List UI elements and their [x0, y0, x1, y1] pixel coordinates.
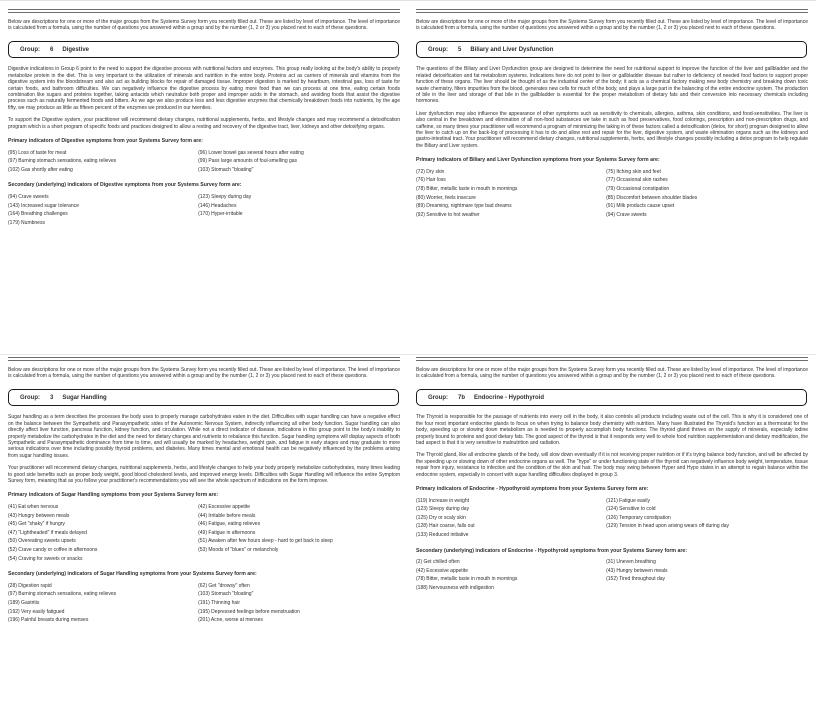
double-rule [8, 357, 400, 361]
section-heading-secondary: Secondary (underlying) indicators of Endocrine - Hypothyroid symptoms from your Systems Survey form are: [416, 547, 687, 554]
indicator-column-right [198, 582, 400, 625]
page-intro: Below are descriptions for one or more of the major groups from the Systems Survey form you recently filled out. These are listed by level of importance. The level of importance is calculated from a formula, using the number of questions you answered within a group and by the number (1, 2 or 3) you placed next to each of these questions. [416, 18, 808, 31]
body-paragraph: Sugar handling as a term describes the processes the body uses to properly manage carbohydrates eaten in the diet. Difficulties with sugar handling can have a negative effect on the balance between the Sympathetic and Parasympathetic sides of the Autonomic Nervous System, indirectly influencing all other body function. Sugar handling can also directly affect liver function, pancreas function, kidney function, and circulation. While not a direct indicator of disease, indications in this group point to the body's inability to properly metabolize the carbohydrates in the diet and the need for dietary changes and nutrients to rebalance this function. Sugar handling symptoms will display aspects of both Sympathetic and Parasympathetic dominance from time to time, and will usually be marked by headaches, weight gain, and fatigue in early stages and may graduate to more serious indications over time including possibly thyroid problems, and diabetes. Many times mental and emotional health can be negatively influenced by the problems arising from sugar handling issues. [8, 414, 400, 459]
indicator-columns [416, 497, 808, 540]
indicator-item: (42) Excessive appetite [198, 504, 251, 511]
indicator-column-right [198, 193, 400, 227]
indicator-item: (52) Crave candy or coffee in afternoons [8, 547, 98, 554]
indicator-item: (49) Fatigue in afternoons [198, 529, 256, 536]
indicator-item: (80) Worrier, feels insecure [416, 194, 476, 201]
indicator-column-left [416, 497, 606, 540]
indicator-item: (188) Nervousness with indigestion [416, 585, 494, 591]
indicator-item: (189) Gastritis [8, 600, 40, 606]
document-page-endocrine-hypothyroid [416, 357, 808, 705]
indicator-columns [8, 503, 400, 563]
indicator-item: (170) Hyper-irritable [198, 211, 243, 218]
document-page-sugar-handling [8, 357, 400, 705]
indicator-item: (195) Depressed feelings before menstruation [198, 608, 300, 615]
group-label: Group: [20, 46, 40, 53]
indicator-item: (96) Lower bowel gas several hours after eating [198, 149, 304, 156]
indicator-item: (85) Discomfort between shoulder blades [606, 194, 698, 201]
indicator-item: (128) Hair coarse, falls out [416, 523, 475, 530]
section-heading-primary: Primary indicators of Sugar Handling symptoms from your Systems Survey form are: [8, 492, 219, 499]
indicator-item: (44) Irritable before meals [198, 512, 256, 519]
indicator-column-left [8, 503, 198, 563]
indicator-item: (75) Itching skin and feet [606, 168, 661, 175]
section-heading-secondary: Secondary (underlying) indicators of Digestive symptoms from your Systems Survey form are: [8, 182, 242, 189]
indicator-item: (45) Get "shaky" if hungry [8, 521, 65, 528]
indicator-item: (179) Numbness [8, 219, 45, 226]
indicator-item: (31) Uneven breathing [606, 559, 656, 566]
indicator-column-left [416, 558, 606, 592]
section-heading-primary: Primary indicators of Endocrine - Hypothyroid symptoms from your Systems Survey form are: [416, 486, 649, 493]
indicator-item: (103) Stomach "bloating" [198, 591, 254, 598]
indicator-columns [8, 149, 400, 175]
section-heading-primary: Primary indicators of Biliary and Liver Dysfunction symptoms from your Systems Survey form are: [416, 157, 660, 164]
indicator-item: (103) Stomach "bloating" [198, 166, 254, 173]
double-rule [8, 9, 400, 13]
indicator-item: (43) Hungry between meals [8, 512, 70, 519]
indicator-item: (76) Hair loss [416, 177, 446, 184]
indicator-columns [8, 193, 400, 227]
indicator-column-left [416, 168, 606, 220]
document-page-digestive [8, 9, 400, 357]
group-header-box [416, 389, 807, 406]
indicator-item: (42) Excessive appetite [416, 567, 468, 574]
indicator-column-right [606, 497, 808, 540]
indicator-item: (50) Overeating sweets upsets [8, 538, 76, 545]
body-paragraph: The Thyroid is responsible for the passage of nutrients into every cell in the body, it also controls all products including waste out of the cell. This is why it is considered one of the four most important endocrine glands to focus on when trying to balance body chemistry with nutrition. Many have illustrated the Thyroid's function as a thermostat for the body, speeding up or slowing down metabolism as is needed to properly accomplish body functions. The thyroid gland thrives on the supply of minerals, especially iodine properly bound to proteins and good dietary fats. The good aspect of the thyroid is that it responds very well to whole food nutrition supplementation and dietary modification, the bad aspect is that it is very sensitive to malnutrition and radiation. [416, 414, 808, 447]
double-rule [416, 9, 808, 13]
indicator-item: (43) Hungry between meals [606, 567, 668, 574]
indicator-item: (62) Get "drowsy" often [198, 582, 250, 589]
indicator-columns [416, 558, 808, 592]
indicator-item: (97) Burning stomach sensations, eating relieves [8, 591, 117, 598]
section-heading-primary: Primary indicators of Digestive symptoms from your Systems Survey form are: [8, 138, 203, 145]
body-paragraph: Liver dysfunction may also influence the appearance of other symptoms such as sensitivity to chemicals, allergies, asthma, skin conditions, and food-sensitivities. The liver is also central in the breakdown and elimination of all non-food substances we take in such as food preservatives, food colorings, prescription and non-prescription drugs, and caffeine, so many times your practitioner will recommend a program of minimizing the taking in of these factors called a detoxification (detox, for short) program designed to allow the liver to catch up on the back-log of processing it has to do and allow rest and repair for the liver, digestive system, and waste elimination organs such as the kidneys and gastro-intestinal tract. Your practitioner will recommend dietary changes, nutritional supplements, herbs, and lifestyle changes possibly including a detox program to help regulate the Biliary and Liver system. [416, 110, 808, 149]
indicator-columns [416, 168, 808, 220]
group-label: Group: [428, 46, 448, 53]
indicator-column-left [8, 582, 198, 625]
indicator-columns [8, 582, 400, 625]
indicator-item: (2) Get chilled often [416, 559, 460, 566]
page-intro: Below are descriptions for one or more of the major groups from the Systems Survey form you recently filled out. These are listed by level of importance. The level of importance is calculated from a formula, using the number of questions you answered within a group and by the number (1, 2 or 3) you placed next to each of these questions. [8, 18, 400, 31]
indicator-item: (79) Occasional constipation [606, 186, 670, 193]
indicator-item: (133) Reduced initiative [416, 532, 469, 539]
indicator-item: (41) Eat when nervous [8, 504, 59, 511]
indicator-item: (164) Breathing challenges [8, 211, 68, 218]
group-number: 3 [50, 394, 54, 401]
indicator-item: (146) Headaches [198, 202, 237, 209]
indicator-item: (123) Sleepy during day [198, 194, 252, 201]
group-number: 5 [458, 46, 462, 53]
indicator-item: (47) "Lightheaded" if meals delayed [8, 529, 87, 536]
page-intro: Below are descriptions for one or more of the major groups from the Systems Survey form you recently filled out. These are listed by level of importance. The level of importance is calculated from a formula, using the number of questions you answered within a group and by the number (1, 2 or 3) you placed next to each of these questions. [8, 366, 400, 379]
document-page-biliary-liver [416, 9, 808, 357]
group-header-box [416, 41, 807, 58]
indicator-item: (91) Milk products cause upset [606, 203, 675, 210]
group-name: Digestive [62, 46, 90, 53]
group-name: Endocrine - Hypothyroid [474, 394, 545, 401]
indicator-column-right [198, 503, 400, 563]
indicator-item: (119) Increase in weight [416, 497, 469, 504]
body-paragraph: The Thyroid gland, like all endocrine glands of the body, will slow down eventually if it is not receiving proper nutrition or if it's trying balance body function, and will be affected by the speeding up or slowing down of other endocrine organs as well. The "hypo" or under functioning state of the thyroid can negatively influence body weight, temperature, tissue repair from injury, resistance to infection and the condition of the skin and hair. The body may swing between Hyper and Hypo states in an attempt to regain balance within the endocrine system, especially in concert with sugar handling difficulties displayed in group 3. [416, 452, 808, 478]
group-number: 6 [50, 46, 54, 53]
double-rule [416, 357, 808, 361]
indicator-item: (78) Bitter, metallic taste in mouth in mornings [416, 186, 518, 193]
indicator-item: (123) Sleepy during day [416, 506, 470, 513]
indicator-column-right [606, 558, 808, 592]
indicator-item: (94) Crave sweets [606, 211, 647, 218]
group-name: Biliary and Liver Dysfunction [470, 46, 554, 53]
page-row-separator [0, 354, 816, 355]
indicator-item: (77) Occasional skin rashes [606, 177, 668, 184]
indicator-item: (192) Very easily fatigued [8, 608, 65, 615]
indicator-item: (121) Fatigue easily [606, 497, 651, 504]
indicator-item: (89) Dreaming, nightmare type bad dreams [416, 203, 512, 210]
indicator-column-left [8, 149, 198, 175]
indicator-item: (94) Crave sweets [8, 194, 49, 201]
indicator-item: (191) Thinning hair [198, 600, 240, 606]
indicator-item: (143) Increased sugar tolerance [8, 202, 79, 209]
indicator-item: (46) Fatigue, eating relieves [198, 521, 261, 528]
indicator-column-left [8, 193, 198, 227]
indicator-item: (124) Sensitive to cold [606, 506, 656, 513]
group-name: Sugar Handling [62, 394, 107, 401]
group-header-box [8, 41, 399, 58]
indicator-item: (126) Temporary constipation [606, 514, 671, 521]
indicator-item: (196) Painful breasts during menses [8, 617, 89, 624]
indicator-item: (72) Dry skin [416, 168, 445, 175]
indicator-item: (152) Tired throughout day [606, 576, 666, 583]
indicator-item: (78) Bitter, metallic taste in mouth in mornings [416, 576, 518, 583]
indicator-item: (53) Moods of "blues" or melancholy [198, 547, 279, 554]
indicator-item: (28) Digestion rapid [8, 582, 52, 589]
indicator-column-right [606, 168, 808, 220]
indicator-item: (54) Craving for sweets or snacks [8, 555, 83, 562]
indicator-item: (95) Loss of taste for meat [8, 149, 67, 156]
indicator-item: (125) Dry or scaly skin [416, 514, 466, 521]
group-label: Group: [20, 394, 40, 401]
indicator-item: (99) Pass large amounts of foul-smelling gas [198, 158, 298, 165]
indicator-column-right [198, 149, 400, 175]
section-heading-secondary: Secondary (underlying) indicators of Sugar Handling symptoms from your Systems Survey form are: [8, 571, 257, 578]
indicator-item: (51) Awaken after few hours sleep - hard to get back to sleep [198, 538, 333, 545]
group-number: 7b [458, 394, 466, 401]
body-paragraph: Digestive indications in Group 6 point to the need to support the digestive process with nutritional factors and enzymes. This group really looking at the body's ability to properly metabolize protein in the diet. This is very important to the utilization of minerals and nutrition in the entire body. Proteins act as carriers of minerals and vitamins from the digestive system into the bloodstream and also act as building blocks for repair of damaged tissue. Improper digestion is marked by heartburn, intestinal gas, loss of taste for certain foods, and bathroom difficulties. We can negatively influence the digestive process by eating more food than we can process at one time, eating certain foods combination like sugars and proteins together, taking antacids which neutralize both proper and improper acids in the stomach, and avoiding foods that assist the digestive process such as naturally fermented foods and bitters. As we age we also produce less and less digestive enzymes that chemically breakdown foods into nutrients, by the age fifty, we may produce as little as fifteen percent of the enzymes we produced in our twenties. [8, 66, 400, 111]
page-intro: Below are descriptions for one or more of the major groups from the Systems Survey form you recently filled out. These are listed by level of importance. The level of importance is calculated from a formula, using the number of questions you answered within a group and by the number (1, 2 or 3) you placed next to each of these questions. [416, 366, 808, 379]
body-paragraph: Your practitioner will recommend dietary changes, nutritional supplements, herbs, and lifestyle changes to help your body properly metabolize carbohydrates, many times leading to good side benefits such as proper body weight, good blood cholesterol levels, and improved energy levels. Difficulties with Sugar Handling will influence the entire Symptom Survey form, meaning that as you follow your practitioner's recommendations you will see the whole spectrum of indications on the form improve. [8, 465, 400, 485]
indicator-item: (129) Tension in head upon arising wears off during day [606, 523, 730, 530]
indicator-item: (102) Gas shortly after eating [8, 166, 73, 173]
group-header-box [8, 389, 399, 406]
indicator-item: (97) Burning stomach sensations, eating relieves [8, 158, 117, 165]
indicator-item: (92) Sensitive to hot weather [416, 211, 480, 218]
indicator-item: (201) Acne, worse at menses [198, 617, 263, 624]
body-paragraph: The questions of the Biliary and Liver Dysfunction group are designed to determine the need for nutritional support to improve the function of the liver and gallbladder and the related detoxification and fat metabolism systems. Indications here do not point to liver or gallbladder disease but rather to deficiency of needed food factors to support proper function of these organs. The liver should be thought of as the industrial center of the body; it acts as a chemical factory making new body chemistry and breaking down toxic waste chemistry, filters impurities from the blood, generates new cells for much of the body, and plays a large part in the balancing of the entire endocrine system. The production of bile in the liver and storage of that bile in the gallbladder is essential for the proper metabolism of dietary fats and their conversion into necessary chemicals including hormones. [416, 66, 808, 105]
body-paragraph: To support the Digestive system, your practitioner will recommend dietary changes, nutritional supplements, herbs, and lifestyle changes and may recommend a detoxification program which is a short program of specific foods and practices designed to allow a resting and recovery of the digestive tract, liver, kidneys and other detoxifying organs. [8, 117, 400, 130]
group-label: Group: [428, 394, 448, 401]
